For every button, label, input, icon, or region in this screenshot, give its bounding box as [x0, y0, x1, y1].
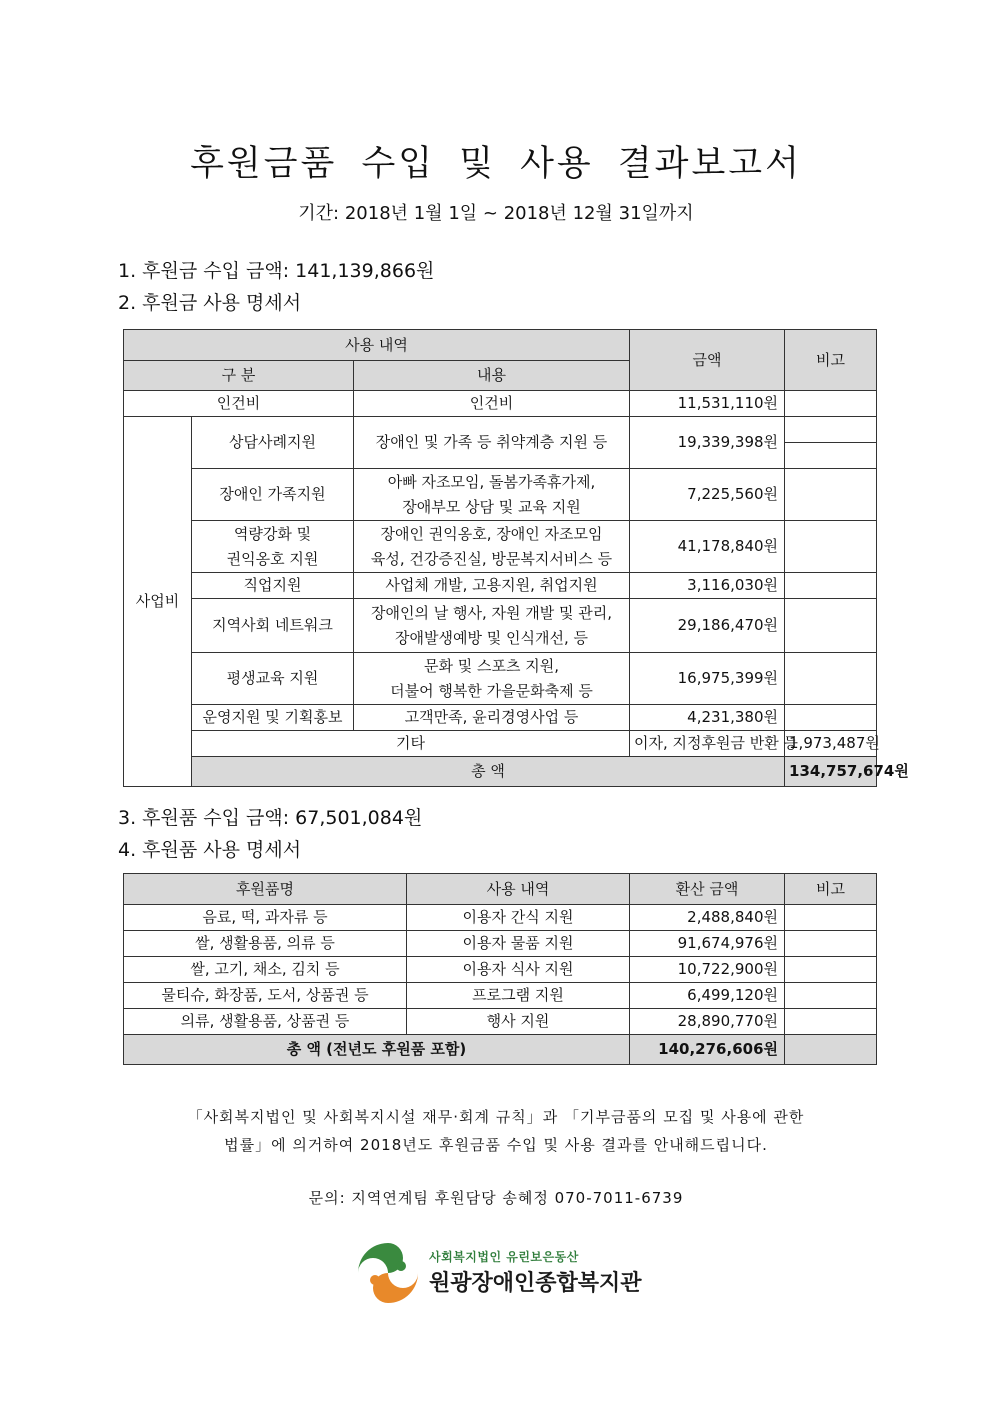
row-remark [785, 931, 877, 957]
header-item: 후원품명 [124, 874, 407, 905]
row-usage: 이용자 간식 지원 [407, 905, 630, 931]
total-amount: 140,276,606원 [630, 1035, 785, 1065]
goods-usage-table [123, 873, 877, 1065]
row-content [354, 599, 630, 653]
row-usage: 이용자 물품 지원 [407, 931, 630, 957]
goods-usage-heading: 4. 후원품 사용 명세서 [118, 839, 302, 861]
table-row [124, 983, 877, 1009]
row-remark [785, 573, 877, 599]
row-amount: 6,499,120원 [630, 983, 785, 1009]
row-remark [785, 957, 877, 983]
table-row [124, 1009, 877, 1035]
row-category: 운영지원 및 기획홍보 [192, 705, 354, 731]
header-usage: 사용 내역 [407, 874, 630, 905]
table-row [124, 705, 877, 731]
row-amount: 29,186,470원 [630, 599, 785, 653]
row-amount: 91,674,976원 [630, 931, 785, 957]
donation-usage-heading: 2. 후원금 사용 명세서 [118, 292, 302, 314]
logo-name: 원광장애인종합복지관 [429, 1271, 642, 1296]
row-remark [785, 417, 877, 443]
row-usage: 행사 지원 [407, 1009, 630, 1035]
row-category: 직업지원 [192, 573, 354, 599]
content-line: 장애인 권익옹호, 장애인 자조모임 [380, 524, 603, 543]
row-remark [785, 443, 877, 469]
row-amount: 7,225,560원 [630, 469, 785, 521]
total-amount: 134,757,674원 [785, 757, 877, 787]
row-item: 쌀, 생활용품, 의류 등 [124, 931, 407, 957]
header-usage: 사용 내역 [124, 330, 630, 361]
header-amount: 금액 [630, 330, 785, 391]
header-remark: 비고 [785, 330, 877, 391]
logo-subtitle: 사회복지법인 유린보은동산 [429, 1250, 579, 1264]
category-line: 권익옹호 지원 [226, 549, 319, 568]
content-line: 장애발생예방 및 인식개선, 등 [395, 628, 588, 647]
header-amount: 환산 금액 [630, 874, 785, 905]
total-remark [785, 1035, 877, 1065]
category-line: 역량강화 및 [233, 524, 312, 543]
row-remark [785, 521, 877, 573]
row-remark [785, 905, 877, 931]
row-category: 기타 [192, 731, 630, 757]
table-row [124, 931, 877, 957]
row-category: 상담사례지원 [192, 417, 354, 469]
header-content: 내용 [354, 361, 630, 391]
table-row [124, 417, 877, 443]
header-remark: 비고 [785, 874, 877, 905]
total-label: 총 액 [192, 757, 785, 787]
goods-income-heading: 3. 후원품 수입 금액: 67,501,084원 [118, 807, 423, 829]
row-content: 사업체 개발, 고용지원, 취업지원 [354, 573, 630, 599]
row-amount: 10,722,900원 [630, 957, 785, 983]
row-amount: 16,975,399원 [630, 653, 785, 705]
report-title: 후원금품 수입 및 사용 결과보고서 [190, 144, 802, 184]
row-amount: 3,116,030원 [630, 573, 785, 599]
group-label: 사업비 [124, 417, 192, 787]
table-row [124, 521, 877, 573]
table-row [124, 653, 877, 705]
content-line: 더불어 행복한 가을문화축제 등 [390, 681, 593, 700]
row-content: 이자, 지정후원금 반환 등 [630, 731, 785, 757]
donation-usage-table [123, 329, 909, 787]
content-line: 아빠 자조모임, 돌봄가족휴가제, [387, 472, 596, 491]
row-category: 지역사회 네트워크 [192, 599, 354, 653]
row-amount: 28,890,770원 [630, 1009, 785, 1035]
legal-notice-line1: 「사회복지법인 및 사회복지시설 재무·회계 규칙」과 「기부금품의 모집 및 사용에 관한 [187, 1108, 805, 1126]
row-category: 평생교육 지원 [192, 653, 354, 705]
table-row [124, 391, 877, 417]
content-line: 문화 및 스포츠 지원, [424, 656, 559, 675]
content-line: 장애부모 상담 및 교육 지원 [402, 497, 581, 516]
row-category [192, 521, 354, 573]
organization-logo [355, 1240, 645, 1306]
row-usage: 프로그램 지원 [407, 983, 630, 1009]
row-content [354, 469, 630, 521]
row-item: 쌀, 고기, 채소, 김치 등 [124, 957, 407, 983]
total-row [124, 757, 877, 787]
row-content: 인건비 [354, 391, 630, 417]
row-content: 장애인 및 가족 등 취약계층 지원 등 [354, 417, 630, 469]
content-line: 육성, 건강증진실, 방문복지서비스 등 [370, 549, 613, 568]
total-label: 총 액 (전년도 후원품 포함) [124, 1035, 630, 1065]
row-usage: 이용자 식사 지원 [407, 957, 630, 983]
row-amount: 1,973,487원 [785, 731, 877, 757]
table-row [124, 469, 877, 521]
row-category: 장애인 가족지원 [192, 469, 354, 521]
contact-info: 문의: 지역연계팀 후원담당 송혜정 070-7011-6739 [308, 1189, 684, 1207]
logo-emblem-icon [355, 1240, 421, 1306]
row-amount: 19,339,398원 [630, 417, 785, 469]
row-remark [785, 653, 877, 705]
row-remark [785, 983, 877, 1009]
row-remark [785, 391, 877, 417]
header-category: 구 분 [124, 361, 354, 391]
table-row [124, 573, 877, 599]
row-remark [785, 1009, 877, 1035]
row-remark [785, 469, 877, 521]
row-remark [785, 705, 877, 731]
row-content: 고객만족, 윤리경영사업 등 [354, 705, 630, 731]
row-item: 물티슈, 화장품, 도서, 상품권 등 [124, 983, 407, 1009]
table-row [124, 599, 877, 653]
row-amount: 4,231,380원 [630, 705, 785, 731]
total-row [124, 1035, 877, 1065]
row-amount: 41,178,840원 [630, 521, 785, 573]
legal-notice-line2: 법률」에 의거하여 2018년도 후원금품 수입 및 사용 결과를 안내해드립니다. [224, 1136, 768, 1154]
table-row [124, 905, 877, 931]
content-line: 장애인의 날 행사, 자원 개발 및 관리, [371, 603, 613, 622]
row-item: 음료, 떡, 과자류 등 [124, 905, 407, 931]
table-row [124, 731, 877, 757]
row-content [354, 521, 630, 573]
row-remark [785, 599, 877, 653]
report-period: 기간: 2018년 1월 1일 ~ 2018년 12월 31일까지 [298, 203, 694, 224]
row-item: 의류, 생활용품, 상품권 등 [124, 1009, 407, 1035]
row-amount: 2,488,840원 [630, 905, 785, 931]
row-category: 인건비 [124, 391, 354, 417]
donation-income-heading: 1. 후원금 수입 금액: 141,139,866원 [118, 260, 435, 282]
table-row [124, 957, 877, 983]
row-amount: 11,531,110원 [630, 391, 785, 417]
row-content [354, 653, 630, 705]
